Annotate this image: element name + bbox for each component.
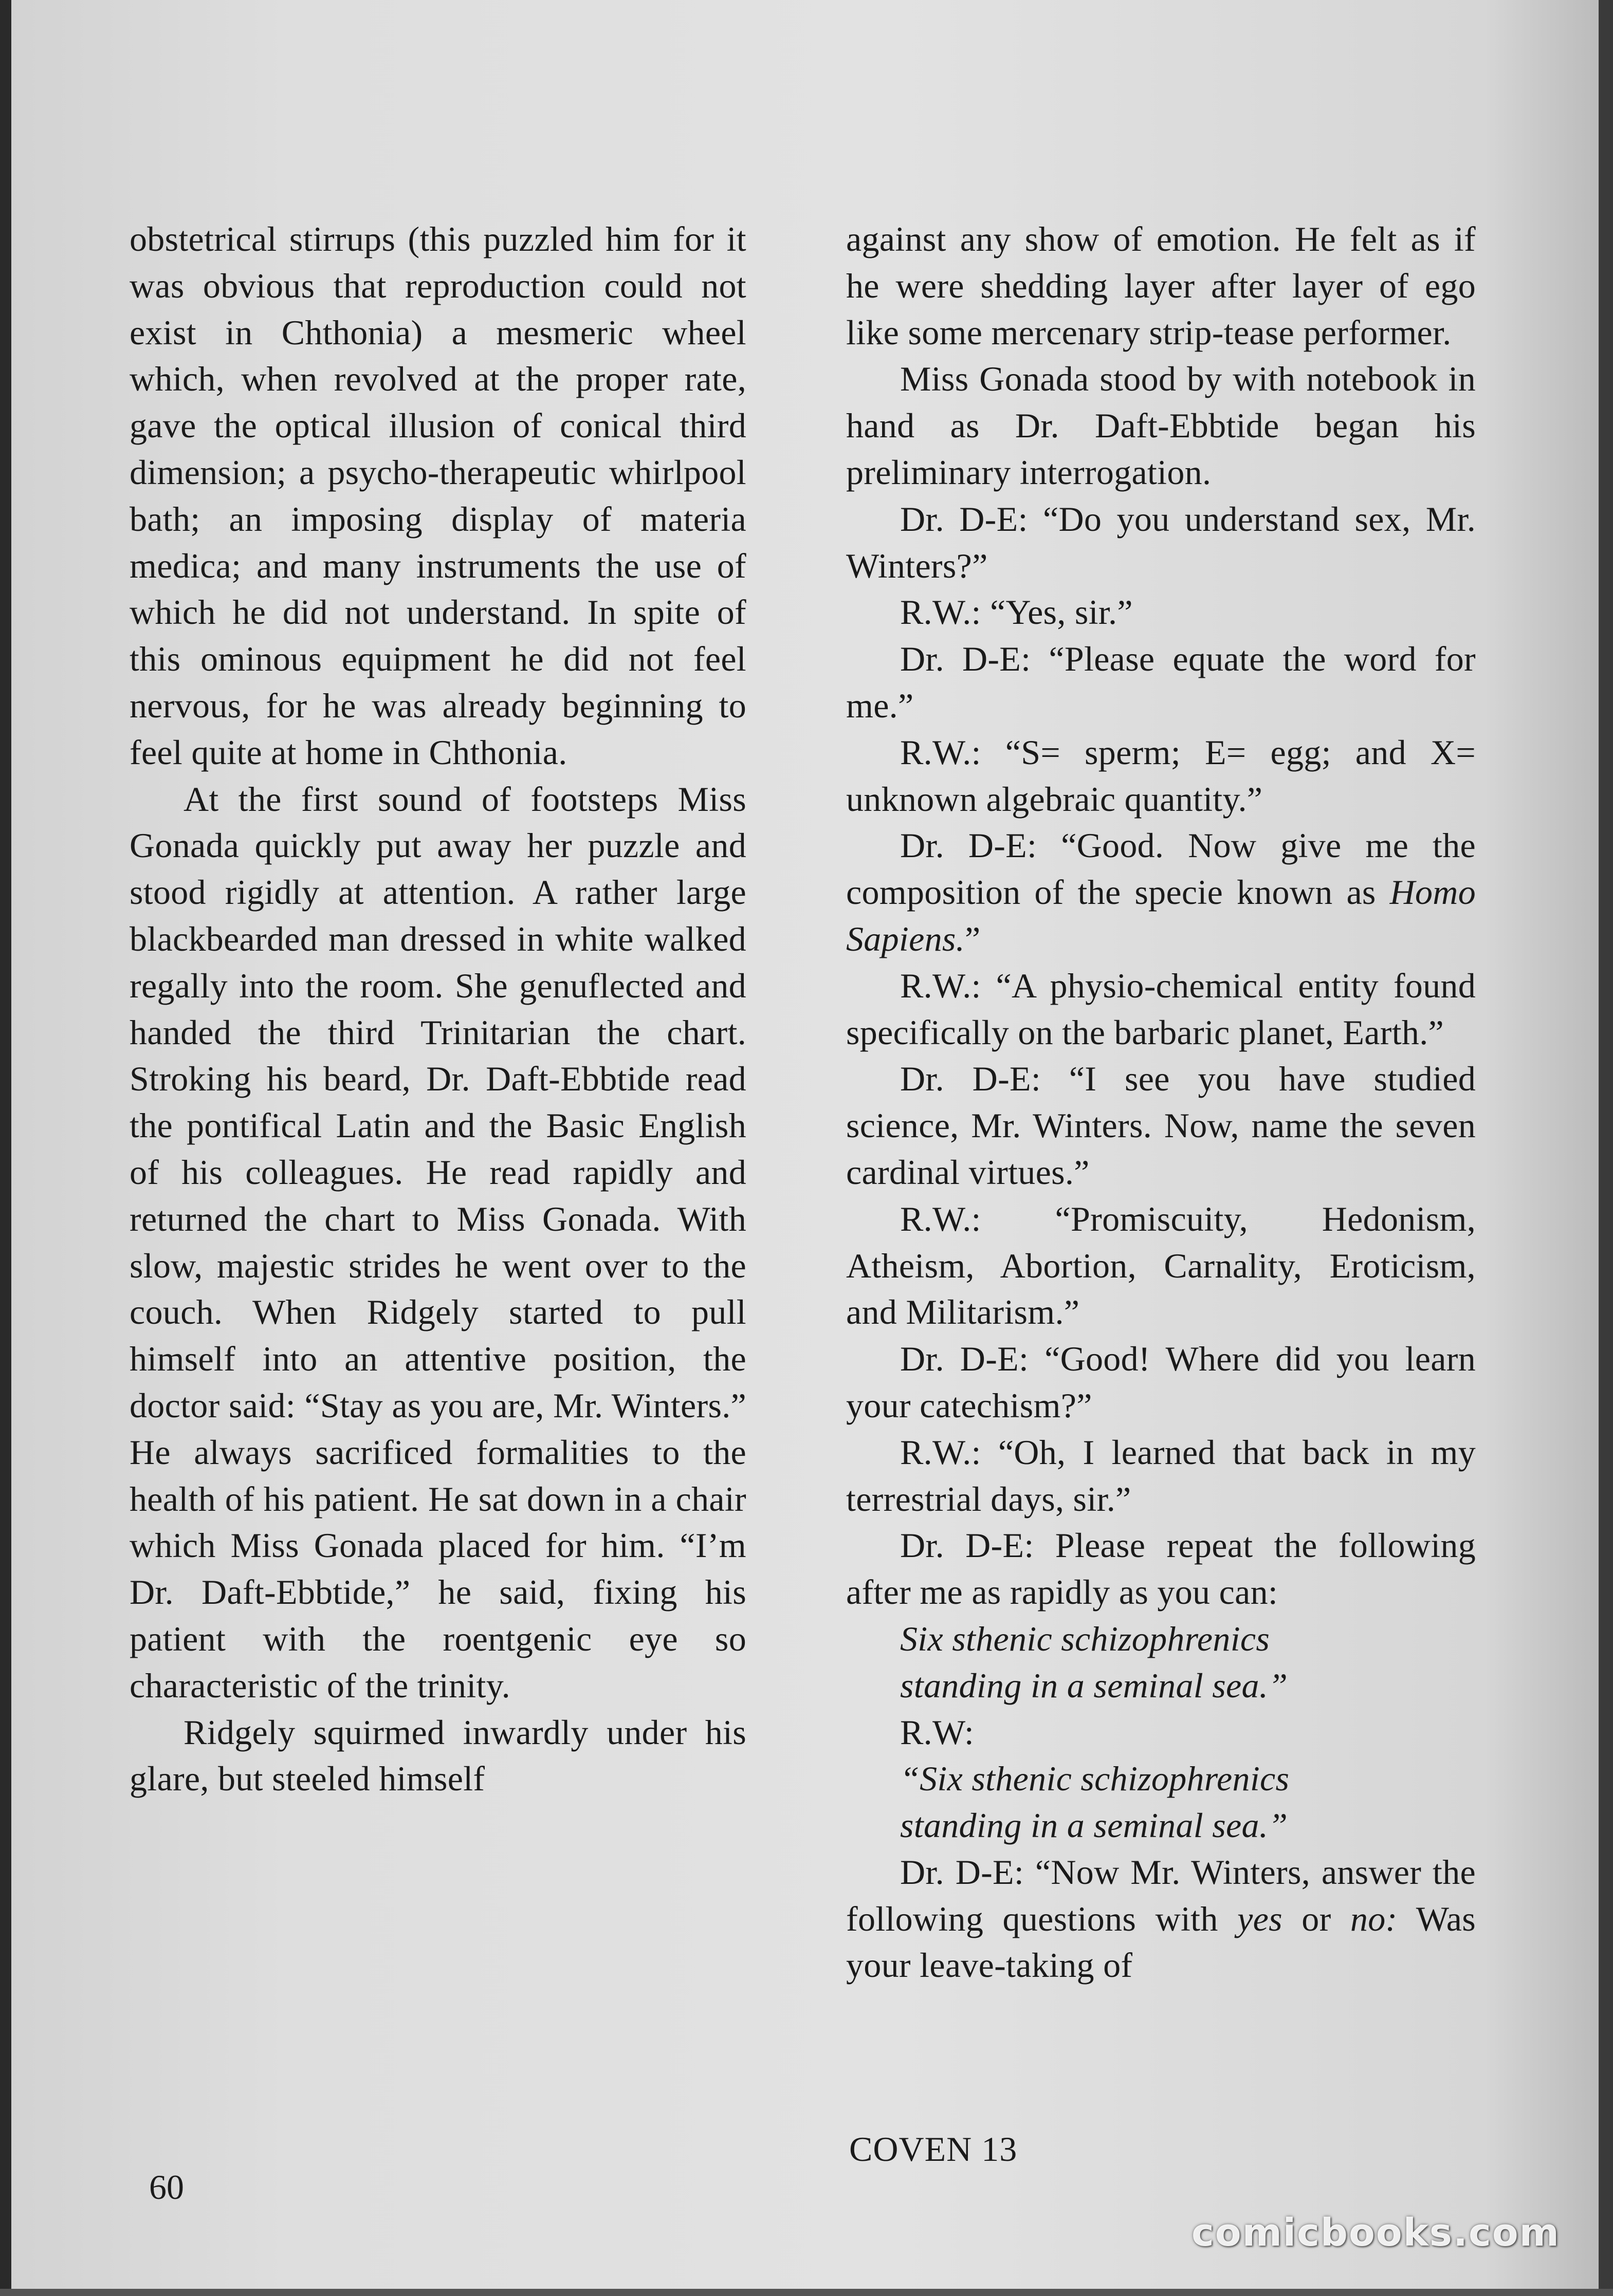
dialogue-line: [846, 1849, 1476, 1989]
tongue-twister-line: Six sthenic schizophrenics: [900, 1619, 1270, 1658]
dialogue-line: R.W.: “Promiscuity, Hedonism, Atheism, Abortion, Carnality, Eroticism, and Militarism.”: [846, 1199, 1476, 1332]
magazine-title: COVEN 13: [849, 2130, 1018, 2169]
dialogue-line: Dr. D-E: “Good! Where did you learn your catechism?”: [846, 1339, 1476, 1425]
dialogue-text: Dr. D-E: “Good. Now give me the composition of the specie known as: [846, 826, 1476, 912]
speaker-label: R.W:: [900, 1712, 975, 1752]
dialogue-line: Dr. D-E: “Please equate the word for me.”: [846, 639, 1476, 725]
tongue-twister-line: “Six sthenic schizophrenics: [900, 1759, 1290, 1799]
dialogue-line: R.W.: “Oh, I learned that back in my terrestrial days, sir.”: [846, 1432, 1476, 1519]
right-paragraph: against any show of emotion. He felt as if he were shedding layer after layer of ego like some mercenary strip-tease performer.: [846, 219, 1476, 352]
dialogue-text: or: [1282, 1899, 1350, 1938]
tongue-twister-line: standing in a seminal sea.”: [900, 1806, 1288, 1845]
dialogue-line: Dr. D-E: Please repeat the following after me as rapidly as you can:: [846, 1526, 1476, 1612]
page-left-edge: [0, 0, 11, 2296]
dialogue-line: Dr. D-E: “Do you understand sex, Mr. Winters?”: [846, 499, 1476, 585]
right-paragraph: Miss Gonada stood by with notebook in hand as Dr. Daft-Ebbtide began his preliminary interrogation.: [846, 359, 1476, 492]
dialogue-text: ”: [964, 919, 981, 958]
right-text-column: [846, 216, 1476, 1989]
left-paragraph: obstetrical stirrups (this puzzled him for it was obvious that reproduction could not exist in Chthonia) a mesmeric wheel which, when revolved at the proper rate, gave the optical illusion of conical third dimension; a psycho-therapeutic whirlpool bath; an imposing display of materia medica; and many instruments the use of which he did not understand. In spite of this ominous equipment he did not feel nervous, for he was already beginning to feel quite at home in Chthonia.: [130, 219, 746, 772]
dialogue-italic-text: yes: [1237, 1899, 1282, 1938]
page-bottom-edge: [0, 2289, 1613, 2296]
dialogue-text: Was your leave-taking of: [846, 1899, 1476, 1985]
dialogue-line: R.W.: “A physio-chemical entity found specifically on the barbaric planet, Earth.”: [846, 966, 1476, 1052]
dialogue-italic-text: no:: [1350, 1899, 1398, 1938]
dialogue-line: [846, 822, 1476, 962]
dialogue-text: Dr. D-E: “Now Mr. Winters, answer the following questions with: [846, 1852, 1476, 1938]
dialogue-line: Dr. D-E: “I see you have studied science, Mr. Winters. Now, name the seven cardinal virtues.”: [846, 1059, 1476, 1192]
page-number: 60: [149, 2168, 184, 2207]
left-text-column: [130, 216, 746, 1802]
dialogue-line: R.W.: “Yes, sir.”: [900, 592, 1133, 632]
left-paragraph: At the first sound of footsteps Miss Gonada quickly put away her puzzle and stood rigidly at attention. A rather large blackbearded man dressed in white walked regally into the room. She genuflected and handed the third Trinitarian the chart. Stroking his beard, Dr. Daft-Ebbtide read the pontifical Latin and the Basic English of his colleagues. He read rapidly and returned the chart to Miss Gonada. With slow, majestic strides he went over to the couch. When Ridgely started to pull himself into an attentive position, the doctor said: “Stay as you are, Mr. Winters.” He always sacrificed formalities to the health of his patient. He sat down in a chair which Miss Gonada placed for him. “I’m Dr. Daft-Ebbtide,” he said, fixing his patient with the roentgenic eye so characteristic of the trinity.: [130, 779, 746, 1705]
page-right-edge: [1599, 0, 1613, 2296]
left-paragraph: Ridgely squirmed inwardly under his glare, but steeled himself: [130, 1712, 746, 1799]
tongue-twister-line: standing in a seminal sea.”: [900, 1665, 1288, 1705]
dialogue-line: R.W.: “S= sperm; E= egg; and X= unknown algebraic quantity.”: [846, 732, 1476, 819]
dialogue-italic-text: Homo Sapiens.: [846, 873, 1476, 958]
watermark: comicbooks.com: [1192, 2211, 1560, 2255]
